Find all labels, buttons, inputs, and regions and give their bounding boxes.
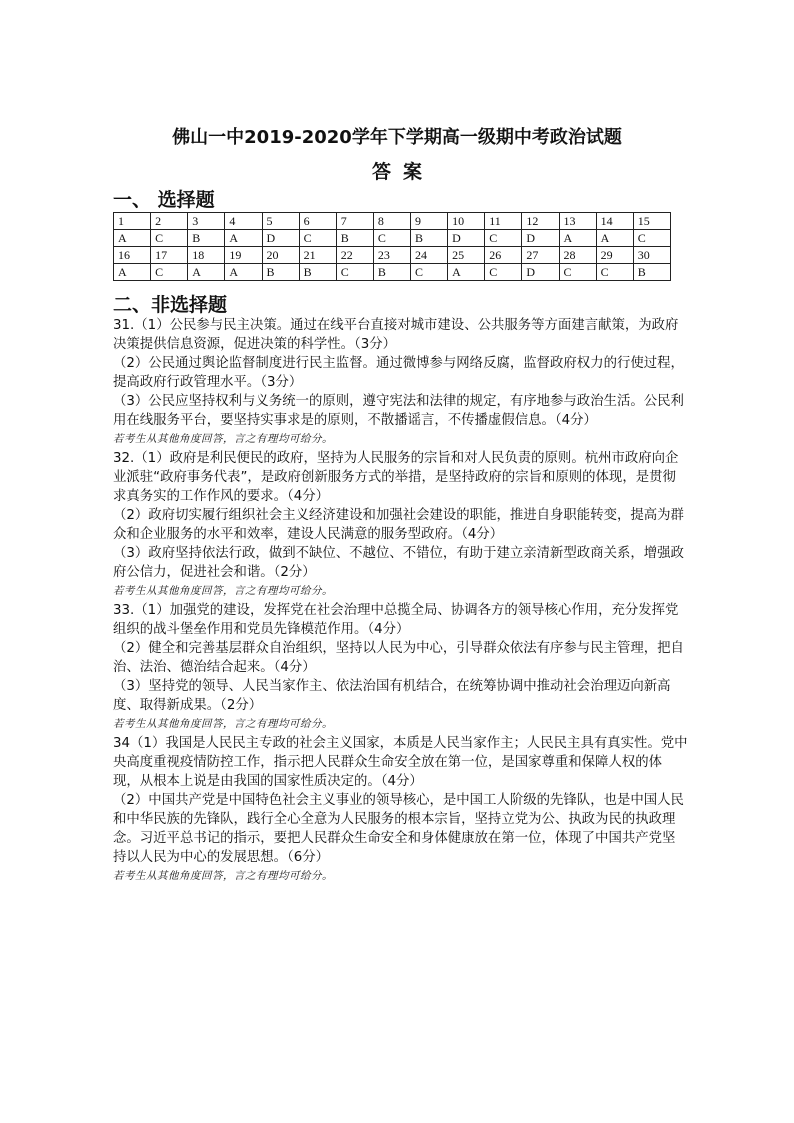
answer-body xyxy=(113,316,688,886)
question-number-cell: 17 xyxy=(151,247,188,264)
question-number-row xyxy=(114,213,671,230)
page-title: 佛山一中2019-2020学年下学期高一级期中考政治试题 xyxy=(172,127,622,148)
question-number-cell: 2 xyxy=(151,213,188,230)
question-number-cell: 13 xyxy=(559,213,596,230)
answer-paragraph: （3）公民应坚持权利与义务统一的原则，遵守宪法和法律的规定，有序地参与政治生活。公民利用在线服务平台，要坚持实事求是的原则，不散播谣言，不传播虚假信息。（4分） xyxy=(113,394,684,428)
answer-cell: B xyxy=(633,264,670,281)
answer-cell: D xyxy=(448,230,485,247)
answer-paragraph: （3）坚持党的领导、人民当家作主、依法治国有机结合，在统筹协调中推动社会治理迈向新高度、取得新成果。（2分） xyxy=(113,679,671,713)
question-number-cell: 29 xyxy=(596,247,633,264)
answer-cell: B xyxy=(411,230,448,247)
answer-cell: C xyxy=(596,264,633,281)
question-number-cell: 4 xyxy=(225,213,262,230)
answer-cell: A xyxy=(114,230,151,247)
answer-cell: C xyxy=(485,264,522,281)
question-number-cell: 27 xyxy=(522,247,559,264)
answer-paragraph: （3）政府坚持依法行政，做到不缺位、不越位、不错位，有助于建立亲清新型政商关系，增强政府公信力，促进社会和谐。（2分） xyxy=(113,546,684,580)
answer-cell: B xyxy=(262,264,299,281)
question-number-cell: 8 xyxy=(373,213,410,230)
answer-cell: B xyxy=(373,264,410,281)
answer-cell: C xyxy=(373,230,410,247)
answer-cell: C xyxy=(151,264,188,281)
question-number-cell: 6 xyxy=(299,213,336,230)
grading-note: 若考生从其他角度回答，言之有理均可给分。 xyxy=(113,433,333,445)
question-number-row xyxy=(114,247,671,264)
section-heading-nonchoice: 二、非选择题 xyxy=(113,294,228,316)
page-subtitle: 答案 xyxy=(371,161,434,183)
question-number-cell: 10 xyxy=(448,213,485,230)
answer-cell: A xyxy=(225,230,262,247)
answer-cell: C xyxy=(485,230,522,247)
question-number-cell: 23 xyxy=(373,247,410,264)
question-number-cell: 20 xyxy=(262,247,299,264)
question-number-cell: 18 xyxy=(188,247,225,264)
question-number-cell: 21 xyxy=(299,247,336,264)
question-number-cell: 7 xyxy=(336,213,373,230)
answer-cell: A xyxy=(448,264,485,281)
answer-cell: D xyxy=(522,264,559,281)
answer-cell: C xyxy=(336,264,373,281)
question-number-cell: 15 xyxy=(633,213,670,230)
answer-cell: A xyxy=(225,264,262,281)
grading-note: 若考生从其他角度回答，言之有理均可给分。 xyxy=(113,870,333,882)
answer-cell: C xyxy=(299,230,336,247)
answer-cell: A xyxy=(114,264,151,281)
answer-cell: A xyxy=(188,264,225,281)
question-number-cell: 22 xyxy=(336,247,373,264)
grading-note: 若考生从其他角度回答，言之有理均可给分。 xyxy=(113,585,333,597)
question-number-cell: 24 xyxy=(411,247,448,264)
answer-cell: C xyxy=(633,230,670,247)
answer-row xyxy=(114,230,671,247)
answer-paragraph: 33.（1）加强党的建设，发挥党在社会治理中总揽全局、协调各方的领导核心作用，充分发挥党组织的战斗堡垒作用和党员先锋模范作用。（4分） xyxy=(113,603,679,637)
section-heading-choice: 一、 选择题 xyxy=(113,189,215,211)
question-number-cell: 14 xyxy=(596,213,633,230)
question-number-cell: 12 xyxy=(522,213,559,230)
question-number-cell: 3 xyxy=(188,213,225,230)
answer-cell: A xyxy=(559,230,596,247)
question-number-cell: 30 xyxy=(633,247,670,264)
question-number-cell: 1 xyxy=(114,213,151,230)
answer-row xyxy=(114,264,671,281)
answer-cell: B xyxy=(188,230,225,247)
question-number-cell: 26 xyxy=(485,247,522,264)
question-number-cell: 25 xyxy=(448,247,485,264)
question-number-cell: 16 xyxy=(114,247,151,264)
grading-note: 若考生从其他角度回答，言之有理均可给分。 xyxy=(113,718,333,730)
answer-cell: C xyxy=(411,264,448,281)
answer-paragraph: 31.（1）公民参与民主决策。通过在线平台直接对城市建设、公共服务等方面建言献策，为政府决策提供信息资源，促进决策的科学性。（3分） xyxy=(113,318,679,352)
question-number-cell: 19 xyxy=(225,247,262,264)
question-number-cell: 5 xyxy=(262,213,299,230)
answer-cell: A xyxy=(596,230,633,247)
question-number-cell: 28 xyxy=(559,247,596,264)
answer-table xyxy=(113,212,671,281)
answer-paragraph: 32.（1）政府是利民便民的政府，坚持为人民服务的宗旨和对人民负责的原则。杭州市政府向企业派驻“政府事务代表”，是政府创新服务方式的举措，是坚持政府的宗旨和原则的体现，是贯彻求真务实的工作作风的要求。（4分） xyxy=(113,451,679,504)
answer-paragraph: （2）政府切实履行组织社会主义经济建设和加强社会建设的职能，推进自身职能转变，提高为群众和企业服务的水平和效率，建设人民满意的服务型政府。（4分） xyxy=(113,508,684,542)
question-number-cell: 11 xyxy=(485,213,522,230)
answer-cell: D xyxy=(522,230,559,247)
answer-paragraph: （2）中国共产党是中国特色社会主义事业的领导核心，是中国工人阶级的先锋队，也是中国人民和中华民族的先锋队，践行全心全意为人民服务的根本宗旨，坚持立党为公、执政为民的执政理念。习近平总书记的指示，要把人民群众生命安全和身体健康放在第一位，体现了中国共产党坚持以人民为中心的发展思想。（6分） xyxy=(113,793,684,865)
answer-cell: B xyxy=(299,264,336,281)
answer-cell: D xyxy=(262,230,299,247)
answer-paragraph: 34（1）我国是人民民主专政的社会主义国家，本质是人民当家作主；人民民主具有真实性。党中央高度重视疫情防控工作，指示把人民群众生命安全放在第一位，是国家尊重和保障人权的体现，从根本上说是由我国的国家性质决定的。（4分） xyxy=(113,736,688,789)
answer-paragraph: （2）健全和完善基层群众自治组织，坚持以人民为中心，引导群众依法有序参与民主管理，把自治、法治、德治结合起来。（4分） xyxy=(113,641,684,675)
answer-paragraph: （2）公民通过舆论监督制度进行民主监督。通过微博参与网络反腐，监督政府权力的行使过程，提高政府行政管理水平。（3分） xyxy=(113,356,684,390)
answer-cell: C xyxy=(151,230,188,247)
answer-cell: C xyxy=(559,264,596,281)
answer-cell: B xyxy=(336,230,373,247)
question-number-cell: 9 xyxy=(411,213,448,230)
